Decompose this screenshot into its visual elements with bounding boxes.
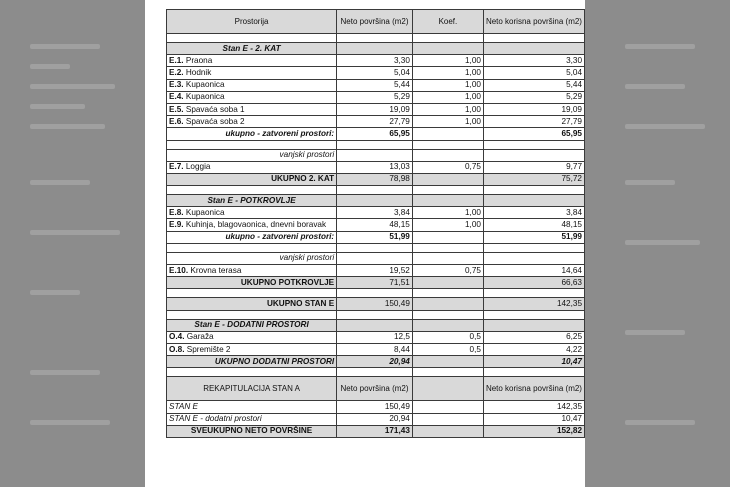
room-name: Kuhinja, blagovaonica, dnevni boravak bbox=[185, 220, 327, 230]
grand-total-area: 171,43 bbox=[337, 425, 413, 437]
header-neto-povrsina: Neto površina (m2) bbox=[337, 10, 413, 34]
koef-cell: 0,5 bbox=[412, 331, 483, 343]
room-code: E.9. bbox=[169, 220, 184, 230]
floor-total-area: 71,51 bbox=[337, 277, 413, 289]
closed-total-label: ukupno - zatvoreni prostori: bbox=[167, 128, 337, 140]
room-code: E.7. bbox=[169, 162, 184, 172]
room-code: E.1. bbox=[169, 55, 184, 65]
table-row bbox=[167, 91, 585, 103]
recap-area: 20,94 bbox=[337, 413, 413, 425]
room-code: E.4. bbox=[169, 92, 184, 102]
area-cell: 13,03 bbox=[337, 161, 413, 173]
floor-total-net: 75,72 bbox=[483, 173, 584, 185]
header-koef: Koef. bbox=[412, 10, 483, 34]
net-cell: 9,77 bbox=[483, 161, 584, 173]
section-title-row bbox=[167, 43, 585, 55]
outdoor-label-row bbox=[167, 252, 585, 264]
room-code: E.2. bbox=[169, 67, 184, 77]
area-cell: 5,29 bbox=[337, 91, 413, 103]
recap-title: REKAPITULACIJA STAN A bbox=[167, 377, 337, 401]
net-cell: 6,25 bbox=[483, 331, 584, 343]
apartment-total-label: UKUPNO STAN E bbox=[167, 298, 337, 310]
closed-total-net: 51,99 bbox=[483, 231, 584, 243]
table-row bbox=[167, 413, 585, 425]
header-prostorija: Prostorija bbox=[167, 10, 337, 34]
floor-total-row bbox=[167, 277, 585, 289]
recap-name: STAN E - dodatni prostori bbox=[167, 413, 337, 425]
table-row bbox=[167, 161, 585, 173]
area-cell: 5,04 bbox=[337, 67, 413, 79]
outdoor-label: vanjski prostori bbox=[167, 252, 337, 264]
recap-header-row bbox=[167, 377, 585, 401]
table-row bbox=[167, 67, 585, 79]
grand-total-label: SVEUKUPNO NETO POVRŠINE bbox=[167, 425, 337, 437]
area-cell: 5,44 bbox=[337, 79, 413, 91]
area-cell: 12,5 bbox=[337, 331, 413, 343]
recap-area: 150,49 bbox=[337, 401, 413, 413]
recap-net: 142,35 bbox=[483, 401, 584, 413]
table-row bbox=[167, 343, 585, 355]
document-sheet bbox=[145, 0, 585, 487]
section-title: Stan E - POTKROVLJE bbox=[167, 195, 337, 207]
koef-cell: 1,00 bbox=[412, 103, 483, 115]
area-cell: 19,52 bbox=[337, 265, 413, 277]
area-cell: 8,44 bbox=[337, 343, 413, 355]
room-name: Kupaonica bbox=[185, 80, 225, 90]
koef-cell: 1,00 bbox=[412, 219, 483, 231]
apartment-total-row bbox=[167, 298, 585, 310]
extra-total-net: 10,47 bbox=[483, 356, 584, 368]
section-title: Stan E - DODATNI PROSTORI bbox=[167, 319, 337, 331]
room-name: Praona bbox=[185, 55, 213, 65]
closed-total-row bbox=[167, 128, 585, 140]
koef-cell: 1,00 bbox=[412, 55, 483, 67]
koef-cell: 0,5 bbox=[412, 343, 483, 355]
net-cell: 48,15 bbox=[483, 219, 584, 231]
floor-total-row bbox=[167, 173, 585, 185]
recap-header-net: Neto korisna površina (m2) bbox=[483, 377, 584, 401]
room-code: E.8. bbox=[169, 207, 184, 217]
outdoor-label-row bbox=[167, 149, 585, 161]
closed-total-label: ukupno - zatvoreni prostori: bbox=[167, 231, 337, 243]
table-header-row bbox=[167, 10, 585, 34]
net-cell: 5,29 bbox=[483, 91, 584, 103]
closed-total-net: 65,95 bbox=[483, 128, 584, 140]
area-cell: 48,15 bbox=[337, 219, 413, 231]
koef-cell: 1,00 bbox=[412, 91, 483, 103]
table-row bbox=[167, 331, 585, 343]
closed-total-area: 65,95 bbox=[337, 128, 413, 140]
recap-net: 10,47 bbox=[483, 413, 584, 425]
table-row bbox=[167, 219, 585, 231]
section-title-row bbox=[167, 195, 585, 207]
table-row bbox=[167, 401, 585, 413]
net-cell: 27,79 bbox=[483, 116, 584, 128]
room-name: Spavaća soba 1 bbox=[185, 104, 245, 114]
floor-total-net: 66,63 bbox=[483, 277, 584, 289]
table-row bbox=[167, 265, 585, 277]
net-cell: 14,64 bbox=[483, 265, 584, 277]
area-table bbox=[166, 9, 585, 438]
table-row bbox=[167, 55, 585, 67]
net-cell: 4,22 bbox=[483, 343, 584, 355]
floor-total-label: UKUPNO 2. KAT bbox=[167, 173, 337, 185]
koef-cell: 1,00 bbox=[412, 207, 483, 219]
room-code: O.8. bbox=[169, 344, 185, 354]
header-neto-korisna: Neto korisna površina (m2) bbox=[483, 10, 584, 34]
area-cell: 19,09 bbox=[337, 103, 413, 115]
room-code: O.4. bbox=[169, 332, 185, 342]
koef-cell: 1,00 bbox=[412, 67, 483, 79]
closed-total-area: 51,99 bbox=[337, 231, 413, 243]
room-name: Hodnik bbox=[185, 67, 212, 77]
room-code: E.3. bbox=[169, 80, 184, 90]
extra-total-row bbox=[167, 356, 585, 368]
koef-cell: 1,00 bbox=[412, 79, 483, 91]
table-row bbox=[167, 207, 585, 219]
apartment-total-net: 142,35 bbox=[483, 298, 584, 310]
floor-total-area: 78,98 bbox=[337, 173, 413, 185]
extra-total-area: 20,94 bbox=[337, 356, 413, 368]
floor-total-label: UKUPNO POTKROVLJE bbox=[167, 277, 337, 289]
room-name: Kupaonica bbox=[185, 92, 225, 102]
section-title: Stan E - 2. KAT bbox=[167, 43, 337, 55]
room-code: E.10. bbox=[169, 265, 189, 275]
net-cell: 5,04 bbox=[483, 67, 584, 79]
outdoor-label: vanjski prostori bbox=[167, 149, 337, 161]
area-cell: 3,30 bbox=[337, 55, 413, 67]
room-code: E.5. bbox=[169, 104, 184, 114]
net-cell: 3,30 bbox=[483, 55, 584, 67]
room-name: Spavaća soba 2 bbox=[185, 116, 245, 126]
section-title-row bbox=[167, 319, 585, 331]
room-name: Spremište 2 bbox=[186, 344, 231, 354]
grand-total-row bbox=[167, 425, 585, 437]
extra-total-label: UKUPNO DODATNI PROSTORI bbox=[167, 356, 337, 368]
grand-total-net: 152,82 bbox=[483, 425, 584, 437]
room-name: Krovna terasa bbox=[190, 265, 242, 275]
closed-total-row bbox=[167, 231, 585, 243]
recap-header-area: Neto površina (m2) bbox=[337, 377, 413, 401]
table-row bbox=[167, 103, 585, 115]
table-row bbox=[167, 79, 585, 91]
koef-cell: 0,75 bbox=[412, 161, 483, 173]
net-cell: 5,44 bbox=[483, 79, 584, 91]
background-left-pane bbox=[0, 0, 145, 487]
room-name: Kupaonica bbox=[185, 207, 225, 217]
room-name: Loggia bbox=[185, 162, 211, 172]
room-name: Garaža bbox=[186, 332, 214, 342]
area-cell: 27,79 bbox=[337, 116, 413, 128]
apartment-total-area: 150,49 bbox=[337, 298, 413, 310]
net-cell: 3,84 bbox=[483, 207, 584, 219]
table-row bbox=[167, 116, 585, 128]
net-cell: 19,09 bbox=[483, 103, 584, 115]
koef-cell: 0,75 bbox=[412, 265, 483, 277]
recap-name: STAN E bbox=[167, 401, 337, 413]
background-right-pane bbox=[585, 0, 730, 487]
area-cell: 3,84 bbox=[337, 207, 413, 219]
room-code: E.6. bbox=[169, 116, 184, 126]
koef-cell: 1,00 bbox=[412, 116, 483, 128]
